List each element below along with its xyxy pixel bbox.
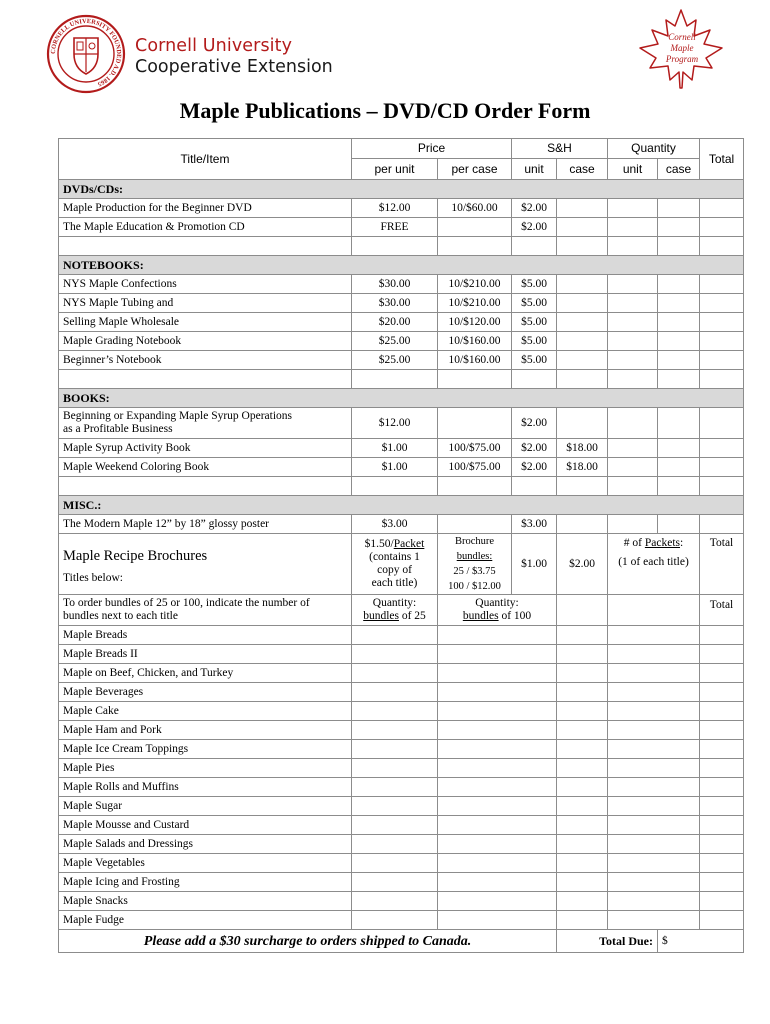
- brochure-title: Maple Fudge: [59, 911, 352, 930]
- price-case: [438, 218, 512, 237]
- qty-25-field[interactable]: [352, 797, 438, 816]
- bundle-prices: [438, 534, 512, 595]
- brochure-title-row: [59, 778, 744, 797]
- col-sh-unit: unit: [512, 159, 557, 180]
- brochure-title: Maple Ham and Pork: [59, 721, 352, 740]
- brochure-title-row: [59, 854, 744, 873]
- brochures-title-cell: [59, 534, 352, 595]
- blank-cell: [557, 797, 608, 816]
- section-label: NOTEBOOKS:: [59, 256, 744, 275]
- blank-cell: [608, 702, 700, 721]
- blank-cell: [557, 645, 608, 664]
- qty-25-field[interactable]: [352, 626, 438, 645]
- col-sh-case: case: [557, 159, 608, 180]
- col-title-item: Title/Item: [59, 139, 352, 180]
- order-form-table: [58, 138, 744, 953]
- bundle-line1: Brochure: [454, 536, 495, 547]
- total-field[interactable]: [700, 439, 744, 458]
- total-field[interactable]: [700, 721, 744, 740]
- price-case: 10/$210.00: [438, 294, 512, 313]
- blank-cell: [608, 645, 700, 664]
- brochure-title: Maple Cake: [59, 702, 352, 721]
- brochure-title-row: [59, 797, 744, 816]
- table-row: [59, 351, 744, 370]
- col-qty-unit: unit: [608, 159, 658, 180]
- qty-100-line1: Quantity:: [475, 597, 519, 609]
- total-field[interactable]: [700, 873, 744, 892]
- qty-100-of: of 100: [498, 610, 532, 622]
- blank-cell: [608, 854, 700, 873]
- qty-100-field[interactable]: [438, 835, 557, 854]
- table-row: [59, 275, 744, 294]
- brochure-title-row: [59, 702, 744, 721]
- qty-case-field[interactable]: [658, 199, 700, 218]
- qty-25-field[interactable]: [352, 873, 438, 892]
- qty-100-field[interactable]: [438, 702, 557, 721]
- sh-case: $2.00: [557, 534, 608, 595]
- item-title: The Maple Education & Promotion CD: [59, 218, 352, 237]
- blank-cell: [557, 721, 608, 740]
- item-title: NYS Maple Tubing and: [59, 294, 352, 313]
- packets-prefix: # of: [623, 537, 642, 549]
- total-field[interactable]: [700, 702, 744, 721]
- qty-100-field[interactable]: [438, 721, 557, 740]
- brochure-title-row: [59, 721, 744, 740]
- spacer-row: [59, 237, 744, 256]
- sh-case: [557, 275, 608, 294]
- table-row: [59, 515, 744, 534]
- qty-case-field[interactable]: [658, 218, 700, 237]
- blank-cell: [557, 873, 608, 892]
- section-label: MISC.:: [59, 496, 744, 515]
- brochure-title: Maple Salads and Dressings: [59, 835, 352, 854]
- brochure-title: Maple Pies: [59, 759, 352, 778]
- total-field[interactable]: [700, 759, 744, 778]
- item-title: Maple Syrup Activity Book: [59, 439, 352, 458]
- blank-cell: [608, 759, 700, 778]
- bundle-line2: bundles:: [456, 551, 493, 562]
- total-field[interactable]: [700, 664, 744, 683]
- qty-25-field[interactable]: [352, 683, 438, 702]
- total-field[interactable]: [700, 816, 744, 835]
- blank-cell: [557, 854, 608, 873]
- total-field[interactable]: [700, 835, 744, 854]
- qty-case-field[interactable]: [658, 351, 700, 370]
- sh-case: [557, 199, 608, 218]
- qty-100-label: [438, 595, 557, 626]
- total-field[interactable]: [700, 313, 744, 332]
- qty-100-field[interactable]: [438, 626, 557, 645]
- total-field[interactable]: [700, 911, 744, 930]
- total-field[interactable]: [700, 218, 744, 237]
- col-qty-case: case: [658, 159, 700, 180]
- qty-unit-field[interactable]: [608, 351, 658, 370]
- sh-case: [557, 408, 608, 439]
- blank-cell: [557, 664, 608, 683]
- extension-name: Cooperative Extension: [135, 57, 333, 77]
- sh-unit: $5.00: [512, 332, 557, 351]
- brochure-title: Maple Ice Cream Toppings: [59, 740, 352, 759]
- price-case: 10/$160.00: [438, 351, 512, 370]
- qty-100-bundles: bundles: [462, 610, 499, 622]
- total-field[interactable]: [700, 332, 744, 351]
- blank-cell: [557, 683, 608, 702]
- price-case: [438, 408, 512, 439]
- total-field[interactable]: [700, 626, 744, 645]
- qty-25-field[interactable]: [352, 778, 438, 797]
- brochure-title: Maple Mousse and Custard: [59, 816, 352, 835]
- qty-100-field[interactable]: [438, 664, 557, 683]
- price-unit: $25.00: [352, 332, 438, 351]
- blank-cell: [608, 873, 700, 892]
- leaf-text-3: Program: [665, 54, 699, 64]
- qty-100-field[interactable]: [438, 816, 557, 835]
- price-case: 10/$60.00: [438, 199, 512, 218]
- packets-colon: :: [680, 537, 684, 549]
- qty-25-field[interactable]: [352, 664, 438, 683]
- price-unit: $3.00: [352, 515, 438, 534]
- qty-25-field[interactable]: [352, 645, 438, 664]
- qty-unit-field[interactable]: [608, 408, 658, 439]
- brochures-instruction: To order bundles of 25 or 100, indicate the number of bundles next to each title: [59, 595, 352, 626]
- item-title-line1: Beginning or Expanding Maple Syrup Operations: [63, 410, 293, 422]
- col-price: Price: [352, 139, 512, 159]
- brochure-title: Maple Icing and Frosting: [59, 873, 352, 892]
- brochure-total-label-2: Total: [700, 595, 744, 626]
- brochure-title: Maple Vegetables: [59, 854, 352, 873]
- table-row: [59, 199, 744, 218]
- brochure-title-row: [59, 759, 744, 778]
- price-case: 100/$75.00: [438, 439, 512, 458]
- table-row: [59, 439, 744, 458]
- sh-case: [557, 313, 608, 332]
- blank-cell: [557, 816, 608, 835]
- blank-cell: [608, 797, 700, 816]
- total-field[interactable]: [700, 740, 744, 759]
- brochure-title-row: [59, 645, 744, 664]
- qty-100-field[interactable]: [438, 911, 557, 930]
- item-title: Maple Weekend Coloring Book: [59, 458, 352, 477]
- blank-cell: [608, 721, 700, 740]
- price-unit: $12.00: [352, 408, 438, 439]
- sh-unit: $5.00: [512, 351, 557, 370]
- packets-word: Packets: [644, 537, 681, 549]
- total-field[interactable]: [700, 854, 744, 873]
- packet-price: [352, 534, 438, 595]
- seal-text: CORNELL UNIVERSITY FOUNDED A.D. 1865: [49, 17, 123, 88]
- brochure-title: Maple Breads: [59, 626, 352, 645]
- blank-cell: [557, 892, 608, 911]
- qty-case-field[interactable]: [658, 439, 700, 458]
- total-field[interactable]: [700, 778, 744, 797]
- total-due-label: Total Due:: [557, 930, 658, 953]
- col-quantity: Quantity: [608, 139, 700, 159]
- spacer-row: [59, 477, 744, 496]
- brochures-title: Maple Recipe Brochures: [63, 547, 208, 564]
- university-name: Cornell University: [135, 36, 293, 56]
- brochure-title: Maple on Beef, Chicken, and Turkey: [59, 664, 352, 683]
- header-row-1: [59, 139, 744, 159]
- table-row: [59, 332, 744, 351]
- total-field[interactable]: [700, 294, 744, 313]
- qty-100-field[interactable]: [438, 759, 557, 778]
- blank-cell: [557, 835, 608, 854]
- sh-case: $18.00: [557, 439, 608, 458]
- blank-cell: [608, 911, 700, 930]
- qty-100-field[interactable]: [438, 778, 557, 797]
- table-row: [59, 218, 744, 237]
- qty-100-field[interactable]: [438, 797, 557, 816]
- sh-unit: $2.00: [512, 218, 557, 237]
- maple-program-leaf-logo: [636, 6, 726, 92]
- brochure-title-row: [59, 873, 744, 892]
- price-unit: $12.00: [352, 199, 438, 218]
- qty-case-field[interactable]: [658, 408, 700, 439]
- packets-note: (1 of each title): [618, 556, 689, 568]
- price-unit: $30.00: [352, 294, 438, 313]
- table-row: [59, 294, 744, 313]
- qty-25-bundles: bundles: [363, 610, 399, 622]
- table-row: [59, 458, 744, 477]
- qty-case-field[interactable]: [658, 275, 700, 294]
- sh-unit: $5.00: [512, 313, 557, 332]
- sh-case: [557, 294, 608, 313]
- bundle-line4: 100 / $12.00: [448, 581, 501, 592]
- qty-case-field[interactable]: [658, 313, 700, 332]
- sh-case: [557, 332, 608, 351]
- total-field[interactable]: [700, 458, 744, 477]
- qty-25-field[interactable]: [352, 892, 438, 911]
- item-title: Maple Grading Notebook: [59, 332, 352, 351]
- brochure-title-row: [59, 911, 744, 930]
- brochure-title-row: [59, 664, 744, 683]
- total-field[interactable]: [700, 797, 744, 816]
- brochure-title-row: [59, 892, 744, 911]
- sh-unit: $5.00: [512, 275, 557, 294]
- section-header-books: [59, 389, 744, 408]
- section-header-dvds: [59, 180, 744, 199]
- item-title: Selling Maple Wholesale: [59, 313, 352, 332]
- qty-unit-field[interactable]: [608, 294, 658, 313]
- leaf-text-1: Cornell: [668, 32, 696, 42]
- total-field[interactable]: [700, 515, 744, 534]
- sh-unit: $2.00: [512, 199, 557, 218]
- blank-cell: [608, 683, 700, 702]
- qty-unit-field[interactable]: [608, 275, 658, 294]
- sh-unit: $5.00: [512, 294, 557, 313]
- col-total: Total: [700, 139, 744, 180]
- sh-unit: $1.00: [512, 534, 557, 595]
- brochure-title: Maple Rolls and Muffins: [59, 778, 352, 797]
- qty-25-field[interactable]: [352, 740, 438, 759]
- total-field[interactable]: [700, 683, 744, 702]
- table-row: [59, 408, 744, 439]
- qty-case-field[interactable]: [658, 458, 700, 477]
- blank-cell: [557, 626, 608, 645]
- blank-cell: [557, 911, 608, 930]
- total-field[interactable]: [700, 351, 744, 370]
- brochure-title: Maple Beverages: [59, 683, 352, 702]
- bundle-line3: 25 / $3.75: [453, 566, 496, 577]
- blank-cell: [608, 892, 700, 911]
- qty-25-field[interactable]: [352, 759, 438, 778]
- qty-25-of: of 25: [398, 610, 426, 622]
- blank-cell: [608, 778, 700, 797]
- table-row: [59, 313, 744, 332]
- qty-unit-field[interactable]: [608, 458, 658, 477]
- qty-unit-field[interactable]: [608, 218, 658, 237]
- qty-100-field[interactable]: [438, 892, 557, 911]
- total-field[interactable]: [700, 408, 744, 439]
- brochure-title: Maple Snacks: [59, 892, 352, 911]
- total-due-field[interactable]: $: [658, 930, 744, 953]
- item-title-line2: as a Profitable Business: [63, 423, 173, 435]
- brochure-title-row: [59, 816, 744, 835]
- packets-qty-label: [608, 534, 700, 595]
- item-title: NYS Maple Confections: [59, 275, 352, 294]
- blank-cell: [608, 664, 700, 683]
- packet-line2: (contains 1: [369, 551, 420, 563]
- section-header-notebooks: [59, 256, 744, 275]
- brochure-title: Maple Breads II: [59, 645, 352, 664]
- price-unit: FREE: [352, 218, 438, 237]
- item-title: Maple Production for the Beginner DVD: [59, 199, 352, 218]
- blank-cell: [557, 740, 608, 759]
- price-unit: $1.00: [352, 458, 438, 477]
- total-field[interactable]: [700, 645, 744, 664]
- price-case: 10/$120.00: [438, 313, 512, 332]
- qty-25-label: [352, 595, 438, 626]
- brochure-total-label: Total: [700, 534, 744, 595]
- brochure-title-row: [59, 740, 744, 759]
- canada-surcharge-note: Please add a $30 surcharge to orders shipped to Canada.: [59, 930, 557, 953]
- brochure-title: Maple Sugar: [59, 797, 352, 816]
- qty-unit-field[interactable]: [608, 439, 658, 458]
- sh-case: [557, 515, 608, 534]
- price-unit: $25.00: [352, 351, 438, 370]
- blank-cell: [608, 626, 700, 645]
- packet-price-text: $1.50/: [364, 538, 394, 550]
- qty-unit-field[interactable]: [608, 313, 658, 332]
- sh-case: $18.00: [557, 458, 608, 477]
- col-per-case: per case: [438, 159, 512, 180]
- col-per-unit: per unit: [352, 159, 438, 180]
- price-case: 10/$160.00: [438, 332, 512, 351]
- total-field[interactable]: [700, 275, 744, 294]
- packet-line3: copy of: [377, 564, 412, 576]
- sh-case: [557, 351, 608, 370]
- qty-case-field[interactable]: [658, 332, 700, 351]
- qty-unit-field[interactable]: [608, 515, 658, 534]
- total-field[interactable]: [700, 199, 744, 218]
- blank-cell: [557, 702, 608, 721]
- qty-unit-field[interactable]: [608, 332, 658, 351]
- brochures-row: [59, 534, 744, 595]
- leaf-text-2: Maple: [670, 43, 694, 53]
- price-case: 100/$75.00: [438, 458, 512, 477]
- packet-word: Packet: [393, 538, 425, 550]
- section-label: DVDs/CDs:: [59, 180, 744, 199]
- packet-line4: each title): [371, 577, 418, 589]
- blank-cell: [608, 740, 700, 759]
- qty-unit-field[interactable]: [608, 199, 658, 218]
- qty-100-field[interactable]: [438, 854, 557, 873]
- brochure-title-row: [59, 626, 744, 645]
- section-header-misc: [59, 496, 744, 515]
- packets-qty-field[interactable]: [608, 595, 700, 626]
- qty-100-field[interactable]: [438, 645, 557, 664]
- sh-case: [557, 218, 608, 237]
- titles-below-label: Titles below:: [63, 571, 123, 584]
- price-case: [438, 515, 512, 534]
- qty-25-field[interactable]: [352, 911, 438, 930]
- section-label: BOOKS:: [59, 389, 744, 408]
- blank-cell: [557, 759, 608, 778]
- qty-25-field[interactable]: [352, 835, 438, 854]
- item-title: Beginner’s Notebook: [59, 351, 352, 370]
- item-title: The Modern Maple 12” by 18” glossy poster: [59, 515, 352, 534]
- price-unit: $30.00: [352, 275, 438, 294]
- qty-100-field[interactable]: [438, 873, 557, 892]
- spacer-row: [59, 370, 744, 389]
- sh-unit: $2.00: [512, 408, 557, 439]
- qty-100-field[interactable]: [438, 683, 557, 702]
- page-title: Maple Publications – DVD/CD Order Form: [179, 98, 591, 123]
- price-unit: $20.00: [352, 313, 438, 332]
- blank-cell: [608, 835, 700, 854]
- qty-case-field[interactable]: [658, 294, 700, 313]
- university-brand: [135, 36, 333, 78]
- qty-25-field[interactable]: [352, 721, 438, 740]
- brochure-title-row: [59, 683, 744, 702]
- sh-unit: $3.00: [512, 515, 557, 534]
- price-unit: $1.00: [352, 439, 438, 458]
- blank-cell: [557, 778, 608, 797]
- total-field[interactable]: [700, 892, 744, 911]
- brochures-instruction-row: [59, 595, 744, 626]
- qty-case-field[interactable]: [658, 515, 700, 534]
- cornell-seal-logo: [46, 14, 126, 94]
- blank-cell: [557, 595, 608, 626]
- price-case: 10/$210.00: [438, 275, 512, 294]
- qty-25-field[interactable]: [352, 816, 438, 835]
- brochure-title-row: [59, 835, 744, 854]
- blank-cell: [608, 816, 700, 835]
- item-title: [59, 408, 352, 439]
- qty-100-field[interactable]: [438, 740, 557, 759]
- footer-row: [59, 930, 744, 953]
- col-sh: S&H: [512, 139, 608, 159]
- sh-unit: $2.00: [512, 458, 557, 477]
- qty-25-field[interactable]: [352, 702, 438, 721]
- brochure-title-rows: [59, 626, 744, 930]
- qty-25-field[interactable]: [352, 854, 438, 873]
- qty-25-line1: Quantity:: [372, 597, 417, 609]
- sh-unit: $2.00: [512, 439, 557, 458]
